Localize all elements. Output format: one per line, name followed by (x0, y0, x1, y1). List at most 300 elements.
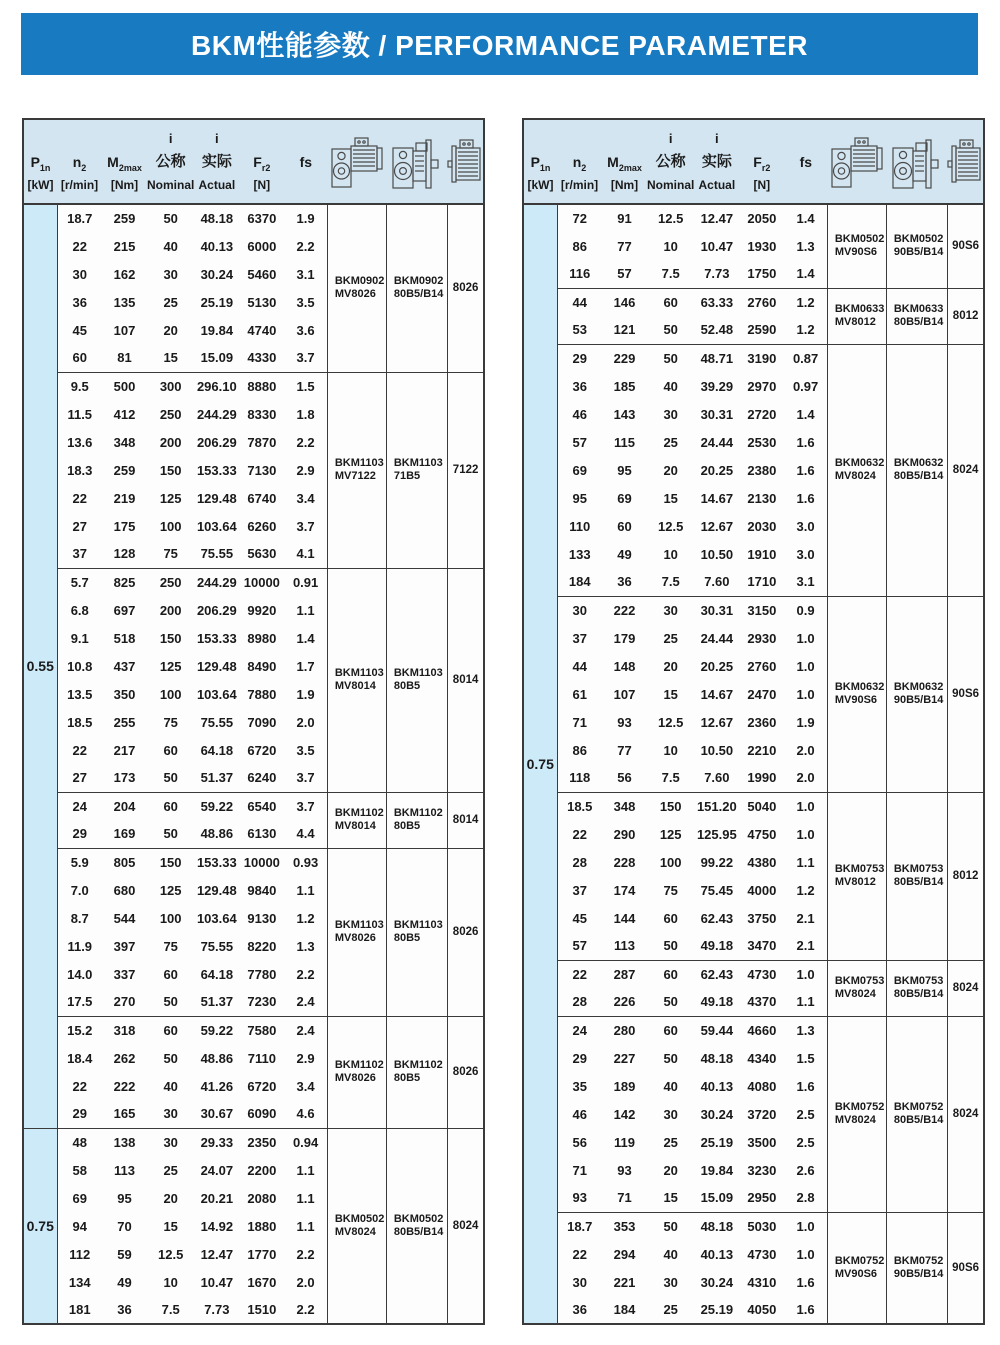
ratio-actual-cell: 103.64 (196, 686, 237, 702)
m2max-cell: 113 (114, 1162, 135, 1178)
m2max-cell: 179 (613, 630, 636, 646)
fs-cell: 2.2 (284, 232, 327, 260)
n2-cell: 13.6 (67, 434, 93, 450)
n2-cell: 72 (572, 211, 587, 226)
fr2-cell: 3500 (747, 1134, 777, 1150)
fr2-cell: 4730 (739, 960, 784, 988)
ratio-nominal-cell: 40 (163, 238, 178, 254)
ratio-actual-cell: 30.31 (700, 406, 734, 422)
n2-cell: 8.7 (70, 910, 89, 926)
fs-cell: 4.4 (284, 820, 327, 848)
ratio-nominal-cell: 40 (663, 1078, 678, 1094)
m2max-cell: 222 (113, 1078, 136, 1094)
col-header-ratio-nominal: i 公称 Nominal (647, 119, 694, 204)
fr2-cell: 3470 (747, 938, 777, 954)
n2-cell: 46 (572, 406, 587, 422)
m2max-cell: 146 (602, 288, 647, 316)
worm-gearbox-flange-icon (386, 119, 447, 204)
n2-cell: 29 (72, 826, 87, 842)
m2max-cell: 204 (102, 792, 147, 820)
ratio-nominal-cell: 50 (647, 1212, 694, 1240)
fr2-cell: 6240 (247, 770, 277, 786)
ratio-nominal-cell: 30 (147, 1128, 194, 1156)
p1-power-cell: 0.75 (523, 204, 557, 1324)
table-row (523, 1016, 984, 1044)
fr2-cell: 2720 (747, 406, 777, 422)
ratio-actual-cell: 244.29 (196, 406, 237, 422)
m2max-cell: 121 (613, 322, 636, 338)
ratio-nominal-cell: 30 (647, 596, 694, 624)
frame-size-cell: 8024 (447, 1128, 484, 1324)
fs-cell: 4.6 (284, 1100, 327, 1128)
frame-size-cell: 8014 (447, 568, 484, 792)
worm-gearmotor-icon (327, 119, 386, 204)
fr2-cell: 8220 (247, 938, 277, 954)
m2max-cell: 290 (613, 826, 636, 842)
table-row (523, 792, 984, 820)
frame-size-cell: 8026 (452, 282, 479, 295)
fr2-cell: 1910 (747, 546, 777, 562)
n2-cell: 71 (572, 714, 587, 730)
n2-cell: 57 (572, 938, 587, 954)
n2-cell: 36 (572, 1302, 587, 1317)
m2max-cell: 348 (602, 792, 647, 820)
fs-cell: 2.9 (284, 1044, 327, 1072)
n2-cell: 37 (72, 546, 87, 562)
ratio-actual-cell: 25.19 (200, 294, 234, 310)
fs-cell: 1.6 (784, 428, 827, 456)
fs-cell: 1.1 (284, 1212, 327, 1240)
ratio-nominal-cell: 100 (659, 854, 682, 870)
ratio-nominal-cell: 125 (159, 658, 182, 674)
m2max-cell: 49 (617, 546, 632, 562)
frame-size-cell: 90S6 (952, 240, 980, 253)
fs-cell: 1.0 (784, 624, 827, 652)
fs-cell: 0.97 (784, 372, 827, 400)
m2max-cell: 226 (613, 994, 636, 1010)
m2max-cell: 184 (613, 1302, 636, 1317)
ratio-actual-cell: 244.29 (194, 568, 239, 596)
ratio-nominal-cell: 10 (663, 238, 678, 254)
ratio-actual-cell: 103.64 (196, 518, 237, 534)
fs-cell: 1.4 (784, 260, 827, 288)
ratio-actual-cell: 7.73 (704, 266, 730, 282)
frame-size-cell: 8024 (947, 1016, 984, 1212)
fr2-cell: 1990 (747, 770, 777, 786)
n2-cell: 22 (572, 1246, 587, 1262)
n2-cell: 18.7 (67, 211, 93, 226)
fr2-cell: 2350 (239, 1128, 284, 1156)
ratio-nominal-cell: 15 (163, 350, 178, 366)
ratio-actual-cell: 20.21 (200, 1190, 234, 1206)
ratio-nominal-cell: 250 (159, 406, 182, 422)
fs-cell: 1.2 (284, 904, 327, 932)
m2max-cell: 353 (602, 1212, 647, 1240)
ratio-actual-cell: 75.55 (200, 938, 234, 954)
fr2-cell: 5130 (247, 294, 277, 310)
n2-cell: 11.9 (67, 938, 93, 954)
fr2-cell: 4310 (747, 1274, 777, 1290)
m2max-cell: 119 (614, 1134, 635, 1150)
fs-cell: 1.4 (784, 400, 827, 428)
ratio-actual-cell: 206.29 (196, 434, 237, 450)
fs-cell: 2.0 (784, 736, 827, 764)
m2max-cell: 49 (117, 1274, 132, 1290)
n2-cell: 37 (572, 882, 587, 898)
n2-cell: 53 (572, 322, 587, 338)
model-b5-cell: BKM0752 90B5/B14 (886, 1212, 947, 1324)
m2max-cell: 36 (117, 1302, 132, 1317)
fs-cell: 1.2 (784, 316, 827, 344)
n2-cell: 57 (572, 434, 587, 450)
fs-cell: 2.6 (784, 1156, 827, 1184)
m2max-cell: 217 (113, 742, 136, 758)
fr2-cell: 6740 (247, 490, 277, 506)
fr2-cell: 2200 (247, 1162, 277, 1178)
fs-cell: 1.6 (784, 484, 827, 512)
ratio-actual-cell: 30.31 (694, 596, 739, 624)
ratio-nominal-cell: 50 (163, 1050, 178, 1066)
ratio-actual-cell: 25.19 (700, 1134, 734, 1150)
fr2-cell: 5030 (739, 1212, 784, 1240)
ratio-actual-cell: 24.07 (200, 1162, 234, 1178)
ratio-nominal-cell: 60 (147, 792, 194, 820)
m2max-cell: 500 (102, 372, 147, 400)
m2max-cell: 77 (617, 742, 632, 758)
table-row (523, 1212, 984, 1240)
fs-cell: 3.1 (284, 260, 327, 288)
ratio-nominal-cell: 125 (659, 826, 682, 842)
fs-cell: 0.9 (784, 596, 827, 624)
table-row (523, 288, 984, 316)
worm-gearmotor-icon (827, 119, 886, 204)
fs-cell: 1.6 (784, 1072, 827, 1100)
motor-icon (947, 119, 984, 204)
m2max-cell: 215 (113, 238, 136, 254)
ratio-nominal-cell: 15 (663, 490, 678, 506)
ratio-actual-cell: 20.25 (700, 658, 734, 674)
m2max-cell: 259 (113, 462, 136, 478)
fs-cell: 1.0 (784, 960, 827, 988)
ratio-actual-cell: 30.67 (200, 1106, 234, 1122)
fr2-cell: 2080 (247, 1190, 277, 1206)
ratio-actual-cell: 99.22 (700, 854, 734, 870)
fr2-cell: 1670 (247, 1274, 277, 1290)
model-b5-cell: BKM0632 80B5/B14 (886, 344, 947, 596)
n2-cell: 24 (557, 1016, 602, 1044)
col-header-m2max: $M_{2max}$ [Nm] (602, 119, 647, 204)
table-body (523, 204, 984, 1324)
col-header-p1: $P_{1n}$ [kW] (23, 119, 57, 204)
n2-cell: 45 (72, 322, 87, 338)
table-body (23, 204, 484, 1324)
ratio-actual-cell: 51.37 (200, 770, 234, 786)
fs-cell: 0.93 (284, 848, 327, 876)
fr2-cell: 6130 (247, 826, 277, 842)
m2max-cell: 337 (113, 966, 136, 982)
model-b5-cell: BKM1103 71B5 (386, 372, 447, 568)
fr2-cell: 6540 (239, 792, 284, 820)
fr2-cell: 2590 (747, 322, 777, 338)
m2max-cell: 148 (613, 658, 636, 674)
n2-cell: 36 (572, 378, 587, 394)
n2-cell: 22 (72, 1078, 87, 1094)
ratio-actual-cell: 40.13 (200, 238, 234, 254)
ratio-nominal-cell: 60 (647, 1016, 694, 1044)
ratio-nominal-cell: 12.5 (158, 1246, 184, 1262)
model-mv-cell: BKM1103 MV7122 (327, 372, 386, 568)
fr2-cell: 3150 (739, 596, 784, 624)
fs-cell: 1.2 (784, 876, 827, 904)
ratio-actual-cell: 129.48 (196, 658, 237, 674)
ratio-actual-cell: 19.84 (700, 1162, 734, 1178)
fr2-cell: 2030 (747, 518, 777, 534)
ratio-nominal-cell: 60 (647, 960, 694, 988)
col-header-n2: $n_2$ [r/min] (57, 119, 102, 204)
m2max-cell: 287 (602, 960, 647, 988)
ratio-nominal-cell: 150 (147, 848, 194, 876)
fs-cell: 2.1 (784, 932, 827, 960)
ratio-nominal-cell: 20 (163, 322, 178, 338)
model-mv-cell: BKM0752 MV90S6 (827, 1212, 886, 1324)
model-b5-cell: BKM0502 90B5/B14 (886, 204, 947, 288)
ratio-nominal-cell: 25 (163, 1162, 178, 1178)
m2max-cell: 518 (113, 630, 136, 646)
fs-cell: 3.7 (284, 792, 327, 820)
model-b5-cell: BKM0753 80B5/B14 (886, 960, 947, 1016)
col-header-fs: fs (284, 119, 327, 204)
col-header-n2: $n_2$ [r/min] (557, 119, 602, 204)
fr2-cell: 9920 (247, 602, 277, 618)
fr2-cell: 3230 (747, 1162, 777, 1178)
fs-cell: 1.0 (784, 1212, 827, 1240)
fs-cell: 1.6 (784, 1268, 827, 1296)
ratio-nominal-cell: 100 (159, 686, 182, 702)
model-mv-cell: BKM0502 MV8024 (327, 1128, 386, 1324)
m2max-cell: 95 (617, 462, 632, 478)
col-header-p1: $P_{1n}$ [kW] (523, 119, 557, 204)
n2-cell: 110 (569, 518, 591, 534)
fr2-cell: 4730 (747, 1246, 777, 1262)
fs-cell: 4.1 (284, 540, 327, 568)
frame-size-cell: 8024 (947, 344, 984, 596)
ratio-nominal-cell: 60 (663, 910, 678, 926)
n2-cell: 184 (568, 574, 591, 590)
fs-cell: 3.4 (284, 1072, 327, 1100)
performance-table-right (522, 118, 985, 1325)
m2max-cell: 255 (113, 714, 136, 730)
fs-cell: 3.5 (284, 736, 327, 764)
ratio-nominal-cell: 40 (663, 378, 678, 394)
m2max-cell: 93 (617, 1162, 632, 1178)
model-mv-cell: BKM0753 MV8024 (827, 960, 886, 1016)
m2max-cell: 143 (613, 406, 636, 422)
m2max-cell: 437 (113, 658, 136, 674)
m2max-cell: 95 (117, 1190, 132, 1206)
fr2-cell: 8330 (247, 406, 277, 422)
fr2-cell: 9130 (247, 910, 277, 926)
fs-cell: 3.4 (284, 484, 327, 512)
ratio-nominal-cell: 60 (163, 742, 178, 758)
ratio-nominal-cell: 20 (663, 658, 678, 674)
model-mv-cell: BKM0752 MV8024 (827, 1016, 886, 1212)
fr2-cell: 5040 (739, 792, 784, 820)
m2max-cell: 59 (117, 1246, 132, 1262)
fs-cell: 1.1 (284, 596, 327, 624)
ratio-actual-cell: 10.50 (700, 546, 734, 562)
fr2-cell: 2970 (747, 378, 777, 394)
ratio-nominal-cell: 20 (663, 462, 678, 478)
ratio-actual-cell: 129.48 (196, 882, 237, 898)
m2max-cell: 77 (617, 238, 632, 254)
m2max-cell: 91 (617, 211, 632, 226)
ratio-actual-cell: 62.43 (700, 910, 734, 926)
fr2-cell: 6000 (247, 238, 277, 254)
ratio-actual-cell: 103.64 (196, 910, 237, 926)
n2-cell: 45 (572, 910, 587, 926)
ratio-nominal-cell: 50 (663, 1050, 678, 1066)
m2max-cell: 165 (113, 1106, 136, 1122)
col-header-ratio-actual: i 实际 Actual (694, 119, 739, 204)
m2max-cell: 135 (113, 294, 136, 310)
ratio-actual-cell: 7.73 (204, 1302, 230, 1317)
fs-cell: 2.2 (284, 1296, 327, 1324)
ratio-actual-cell: 48.18 (200, 211, 234, 226)
fr2-cell: 4750 (747, 826, 777, 842)
model-b5-cell: BKM0633 80B5/B14 (886, 288, 947, 344)
ratio-actual-cell: 19.84 (200, 322, 234, 338)
fr2-cell: 4330 (247, 350, 277, 366)
n2-cell: 5.7 (57, 568, 102, 596)
m2max-cell: 174 (613, 882, 636, 898)
model-b5-cell: BKM0753 80B5/B14 (886, 792, 947, 960)
m2max-cell: 262 (113, 1050, 136, 1066)
n2-cell: 14.0 (67, 966, 93, 982)
fr2-cell: 5460 (247, 266, 277, 282)
fs-cell: 1.5 (784, 1044, 827, 1072)
m2max-cell: 162 (113, 266, 136, 282)
ratio-actual-cell: 20.25 (700, 462, 734, 478)
table-row (523, 960, 984, 988)
ratio-nominal-cell: 75 (163, 546, 178, 562)
fr2-cell: 9840 (247, 882, 277, 898)
n2-cell: 27 (72, 770, 87, 786)
fs-cell: 3.0 (784, 512, 827, 540)
col-header-fr2: $F_{r2}$ [N] (739, 119, 784, 204)
ratio-nominal-cell: 100 (159, 910, 182, 926)
col-header-ratio-nominal: i 公称 Nominal (147, 119, 194, 204)
n2-cell: 60 (72, 350, 87, 366)
ratio-nominal-cell: 200 (159, 602, 182, 618)
model-b5-cell: BKM0752 80B5/B14 (886, 1016, 947, 1212)
fs-cell: 2.2 (284, 960, 327, 988)
n2-cell: 11.5 (67, 406, 93, 422)
fs-cell: 2.0 (284, 1268, 327, 1296)
table-row (23, 1016, 484, 1044)
n2-cell: 6.8 (70, 602, 89, 618)
n2-cell: 86 (572, 742, 587, 758)
performance-table-left (22, 118, 485, 1325)
fs-cell: 2.2 (284, 428, 327, 456)
ratio-nominal-cell: 50 (663, 322, 678, 338)
table-row (23, 848, 484, 876)
fr2-cell: 4370 (747, 994, 777, 1010)
fr2-cell: 4740 (247, 322, 277, 338)
fs-cell: 1.4 (784, 204, 827, 232)
fr2-cell: 1510 (247, 1302, 277, 1317)
n2-cell: 9.5 (57, 372, 102, 400)
n2-cell: 48 (57, 1128, 102, 1156)
ratio-actual-cell: 48.18 (700, 1050, 734, 1066)
n2-cell: 17.5 (67, 994, 93, 1010)
ratio-actual-cell: 7.60 (704, 574, 730, 590)
fs-cell: 1.1 (284, 1156, 327, 1184)
fr2-cell: 7110 (247, 1050, 276, 1066)
fs-cell: 3.6 (284, 316, 327, 344)
ratio-nominal-cell: 50 (663, 994, 678, 1010)
ratio-actual-cell: 296.10 (194, 372, 239, 400)
ratio-nominal-cell: 125 (159, 490, 182, 506)
model-b5-cell: BKM1102 80B5 (386, 1016, 447, 1128)
table-row (23, 204, 484, 232)
m2max-cell: 697 (113, 602, 136, 618)
ratio-nominal-cell: 150 (159, 462, 182, 478)
ratio-actual-cell: 24.44 (700, 630, 734, 646)
model-b5-cell: BKM0502 80B5/B14 (386, 1128, 447, 1324)
table-row (23, 568, 484, 596)
n2-cell: 69 (72, 1190, 87, 1206)
ratio-actual-cell: 52.48 (700, 322, 734, 338)
n2-cell: 58 (72, 1162, 87, 1178)
ratio-actual-cell: 59.22 (194, 1016, 239, 1044)
fr2-cell: 4050 (747, 1302, 777, 1317)
ratio-nominal-cell: 25 (663, 1134, 678, 1150)
m2max-cell: 57 (617, 266, 632, 282)
fr2-cell: 7580 (239, 1016, 284, 1044)
table-row (23, 1128, 484, 1156)
ratio-actual-cell: 30.24 (700, 1274, 734, 1290)
m2max-cell: 222 (602, 596, 647, 624)
ratio-nominal-cell: 25 (163, 294, 178, 310)
frame-size-cell: 8026 (447, 848, 484, 1016)
m2max-cell: 259 (113, 211, 136, 226)
m2max-cell: 221 (613, 1274, 636, 1290)
fr2-cell: 3720 (747, 1106, 777, 1122)
ratio-actual-cell: 75.45 (700, 882, 734, 898)
ratio-nominal-cell: 100 (159, 518, 182, 534)
page-title: BKM性能参数 / PERFORMANCE PARAMETER (191, 30, 808, 61)
m2max-cell: 229 (602, 344, 647, 372)
ratio-nominal-cell: 25 (663, 630, 678, 646)
n2-cell: 69 (572, 462, 587, 478)
ratio-actual-cell: 153.33 (196, 630, 237, 646)
table-header (23, 119, 484, 204)
n2-cell: 61 (572, 686, 587, 702)
fs-cell: 1.7 (284, 652, 327, 680)
fr2-cell: 6720 (247, 1078, 277, 1094)
n2-cell: 27 (72, 518, 87, 534)
fs-cell: 3.1 (784, 568, 827, 596)
fs-cell: 3.7 (284, 512, 327, 540)
frame-size-cell: 8014 (447, 792, 484, 848)
m2max-cell: 318 (102, 1016, 147, 1044)
m2max-cell: 107 (613, 686, 636, 702)
fs-cell: 3.7 (284, 344, 327, 372)
n2-cell: 118 (569, 770, 591, 786)
ratio-actual-cell: 48.86 (200, 1050, 234, 1066)
ratio-nominal-cell: 15 (163, 1218, 178, 1234)
n2-cell: 7.0 (70, 882, 89, 898)
